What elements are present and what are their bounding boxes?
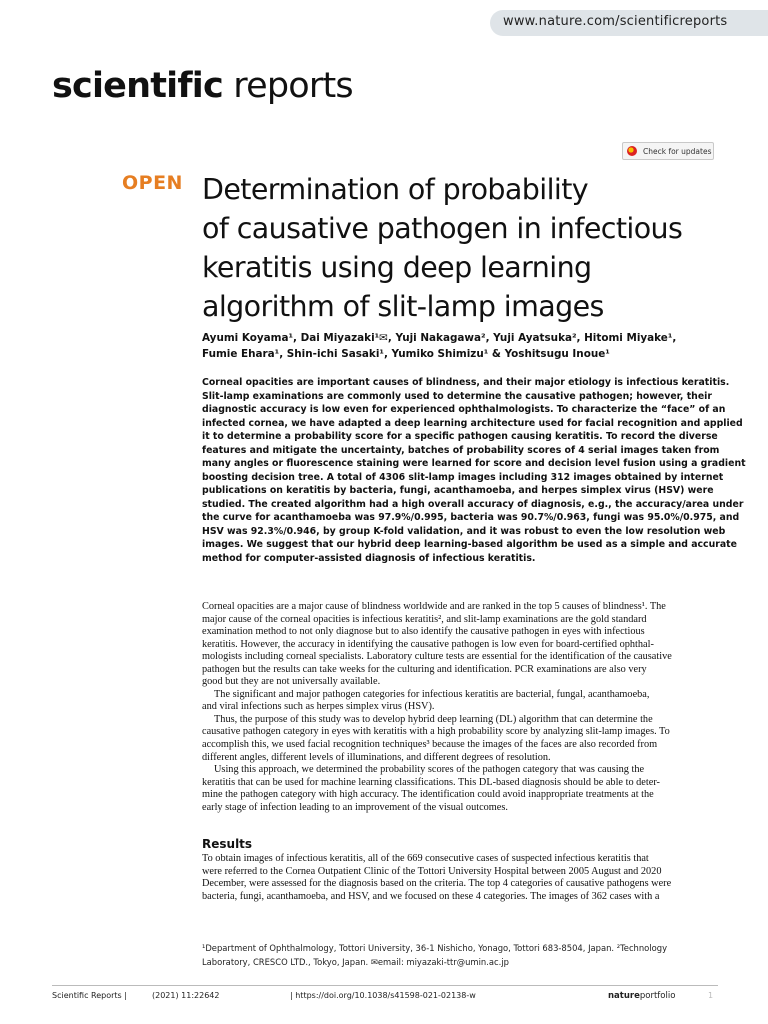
abstract-line: boosting decision tree. A total of 4306 slit-lamp images including 312 images obtained by internet [202, 471, 724, 483]
body-line: good but they are not universally available. [202, 676, 381, 688]
publisher-light: portfolio [639, 991, 676, 1001]
title-line: of causative pathogen in infectious [202, 212, 683, 245]
abstract-line: the curve for acanthamoeba was 97.9%/0.995, bacteria was 90.7%/0.963, fungi was 95.0%/0.975, and [202, 512, 740, 523]
abstract-line: HSV was 92.3%/0.946, by group K-fold validation, and it was robust to even the low resolution web [202, 525, 726, 537]
affiliation-line: ¹Department of Ophthalmology, Tottori University, 36-1 Nishicho, Yonago, Tottori 683-8504, Japan. ²Technology [202, 943, 668, 953]
journal-name-light: reports [233, 66, 353, 106]
abstract-line: features and mitigate the uncertainty, batches of probability scores of 4 serial images taken from [202, 444, 720, 456]
author-line[interactable]: Ayumi Koyama¹, Dai Miyazaki¹✉, Yuji Nakagawa², Yuji Ayatsuka², Hitomi Miyake¹, [202, 332, 677, 344]
abstract-line: method for computer-assisted diagnosis of infectious keratitis. [202, 552, 536, 564]
abstract-line: Slit-lamp examinations are commonly used to determine the causative pathogen; however, their [202, 390, 712, 402]
abstract [202, 376, 746, 565]
footer-doi-link[interactable]: | https://doi.org/10.1038/s41598-021-02138-w [290, 991, 476, 1000]
title-line: keratitis using deep learning [202, 251, 592, 284]
body-line: accomplish this, we used facial recognition techniques³ because the images of the faces are also recorded from [202, 739, 658, 751]
body-line: Using this approach, we determined the probability scores of the pathogen category that was causing the [214, 764, 645, 776]
results-line: December, were assessed for the diagnosis based on the criteria. The top 4 categories of causative pathogens were [202, 878, 672, 890]
abstract-line: publications on keratitis by bacteria, fungi, acanthamoeba, and herpes simplex virus (HSV) were [202, 485, 714, 496]
publisher-bold: nature [608, 991, 640, 1001]
check-for-updates-label: Check for updates [643, 146, 712, 156]
results-line: were referred to the Cornea Outpatient Clinic of the Tottori University Hospital between 2005 August and 2020 [202, 865, 662, 877]
title-line: algorithm of slit-lamp images [202, 290, 604, 323]
author-list [202, 330, 722, 362]
affiliation-line[interactable]: Laboratory, CRESCO LTD., Tokyo, Japan. ✉email: miyazaki-ttr@umin.ac.jp [202, 957, 509, 967]
body-line: Thus, the purpose of this study was to develop hybrid deep learning (DL) algorithm that can determine the [214, 713, 653, 725]
footer-volume: (2021) 11:22642 [152, 991, 220, 1000]
page-number: 1 [708, 991, 714, 1000]
body-line: early stage of infection leading to an improvement of the visual outcomes. [202, 801, 508, 813]
crossmark-icon [627, 146, 637, 156]
abstract-line: it to determine a probability score for a specific pathogen causing keratitis. To record the diverse [202, 431, 718, 442]
body-line: pathogen but the results can take weeks for the culturing and identification. PCR examinations are also very [202, 663, 647, 675]
results-heading: Results [202, 837, 253, 851]
results-line: To obtain images of infectious keratitis, all of the 669 consecutive cases of suspected infectious keratitis that [202, 853, 649, 864]
results-text [202, 853, 718, 903]
abstract-line: studied. The created algorithm had a high overall accuracy of diagnosis, e.g., the accuracy/area under [202, 498, 744, 510]
journal-url[interactable]: www.nature.com/scientificreports [503, 14, 728, 29]
article-title [202, 170, 742, 326]
footer-journal: Scientific Reports | [52, 991, 127, 1000]
body-line: mologists including corneal specialists. Laboratory culture tests are essential for the identification of the causative [202, 651, 672, 663]
body-line: mine the pathogen category with high accuracy. The identification could avoid inappropriate treatments at the [202, 789, 654, 801]
body-line: examination method to not only diagnose but to also identify the causative pathogen in eyes with infectious [202, 626, 645, 638]
abstract-line: Corneal opacities are important causes of blindness, and their major etiology is infectious keratitis. [202, 377, 730, 388]
affiliations [202, 941, 722, 969]
journal-name-bold: scientific [52, 66, 223, 106]
results-line: bacteria, fungi, acanthamoeba, and HSV, and we focused on these 4 categories. The images of 362 cases with a [202, 890, 660, 902]
check-for-updates-button[interactable] [622, 142, 714, 160]
body-line: and viral infections such as herpes simplex virus (HSV). [202, 701, 435, 713]
introduction-text [202, 601, 718, 814]
body-line: The significant and major pathogen categories for infectious keratitis are bacterial, fungal, acanthamoeba, [214, 688, 650, 700]
body-line: major cause of the corneal opacities is infectious keratitis², and slit-lamp examinations are the gold standard [202, 613, 647, 625]
body-line: different angles, different levels of illuminations, and different degrees of resolution. [202, 751, 551, 763]
footer-divider [52, 985, 718, 986]
body-line: causative pathogen category in eyes with keratitis with a high probability score by analyzing slit-lamp images. To [202, 726, 670, 738]
author-line[interactable]: Fumie Ehara¹, Shin-ichi Sasaki¹, Yumiko Shimizu¹ & Yoshitsugu Inoue¹ [202, 348, 610, 360]
abstract-line: infected cornea, we have adapted a deep learning architecture used for facial recognition and applied [202, 417, 743, 429]
abstract-line: diagnostic accuracy is low even for experienced ophthalmologists. To characterize the “face” of an [202, 404, 726, 415]
title-line: Determination of probability [202, 173, 589, 206]
journal-logo [52, 64, 353, 108]
body-line: keratitis. However, the accuracy in identifying the causative pathogen is low even for board-certified ophthal- [202, 638, 654, 650]
abstract-line: images. We suggest that our hybrid deep learning-based algorithm be used as a simple and accurate [202, 539, 737, 550]
publisher-logo [608, 991, 675, 1001]
body-line: Corneal opacities are a major cause of blindness worldwide and are ranked in the top 5 causes of blindness¹. The [202, 601, 666, 612]
abstract-line: many angles or fluorescence staining were learned for score and decision level fusion using a gradient [202, 458, 746, 469]
url-bar [0, 10, 768, 36]
open-access-label: OPEN [122, 172, 183, 194]
body-line: keratitis that can be used for machine learning classifications. This DL-based diagnosis should be able to deter- [202, 776, 660, 788]
